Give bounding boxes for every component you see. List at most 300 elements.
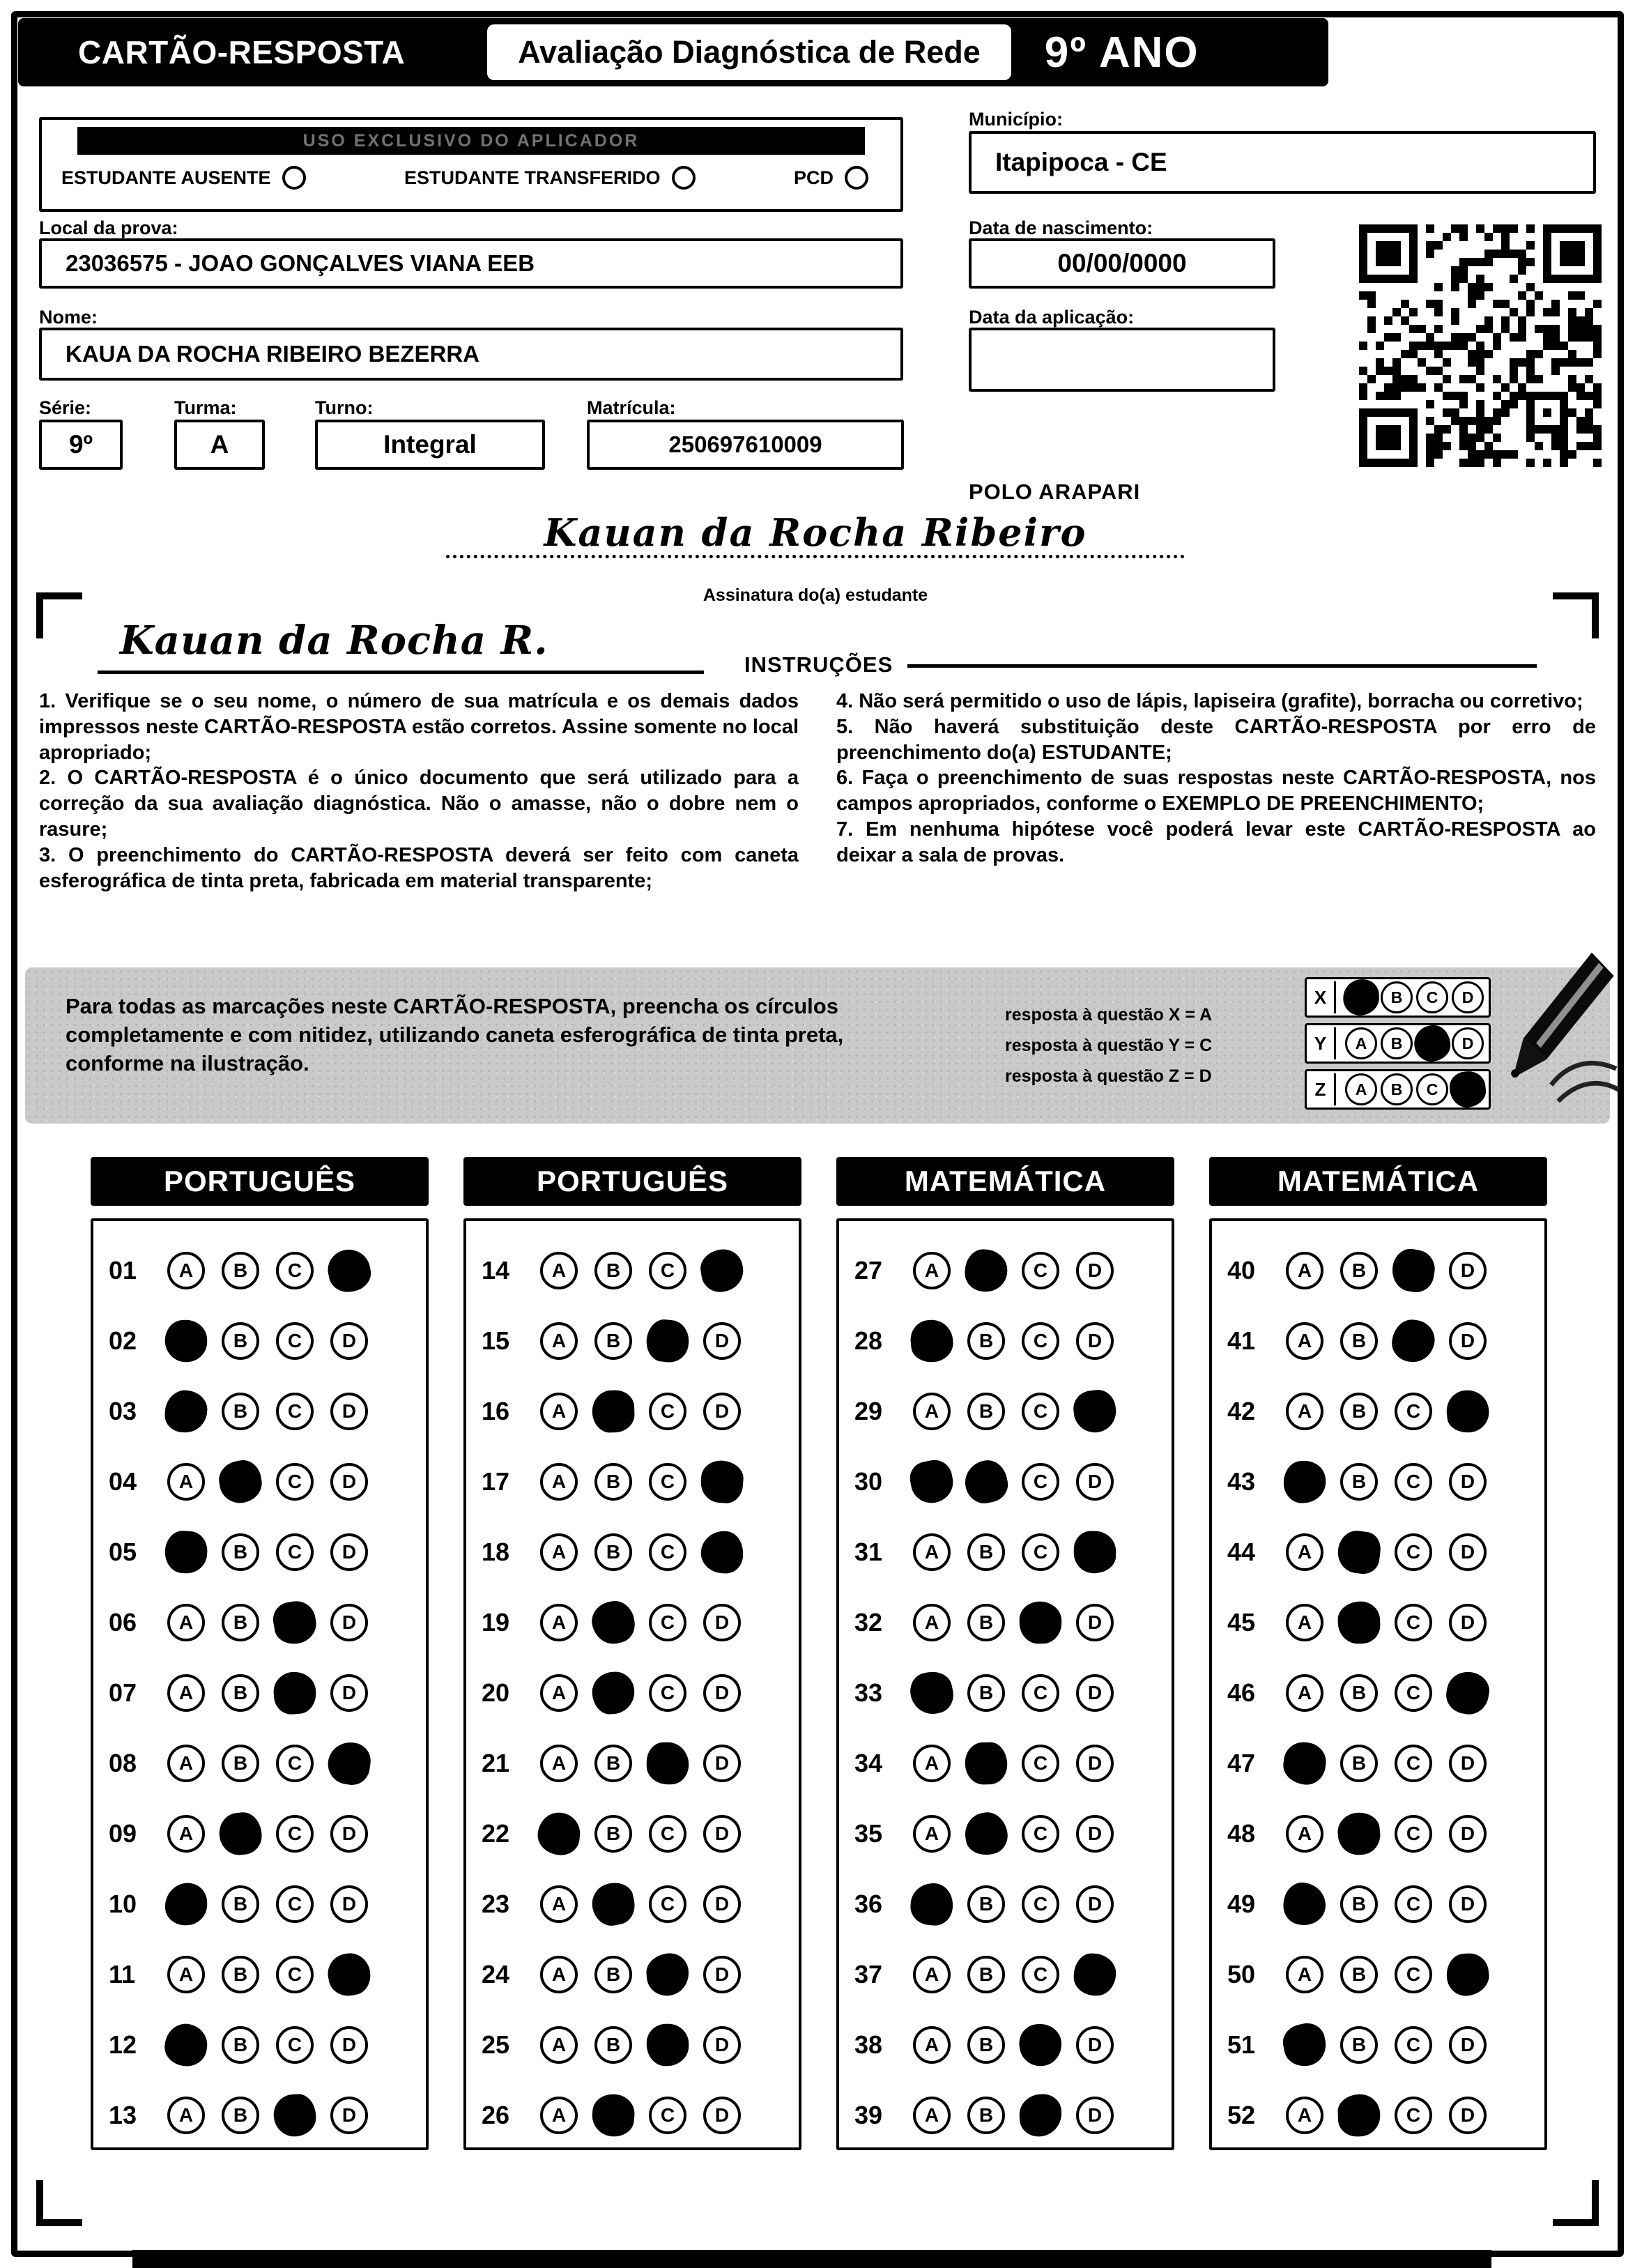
answer-bubble[interactable]: A (167, 1956, 205, 1993)
answer-bubble[interactable]: A (540, 1745, 578, 1782)
answer-bubble[interactable]: D (703, 1885, 741, 1923)
question-row (109, 1376, 426, 1446)
applicator-option-circle[interactable] (845, 166, 868, 190)
answer-bubble[interactable]: A (913, 1533, 951, 1571)
question-number: 21 (482, 1748, 510, 1777)
nascimento-field (969, 238, 1275, 289)
answer-bubble[interactable]: C (1395, 1463, 1432, 1501)
answer-bubble[interactable]: C (1022, 1885, 1059, 1923)
turno-value: Integral (383, 430, 477, 459)
question-row (854, 1235, 1172, 1305)
answer-bubble[interactable]: B (594, 1815, 632, 1853)
answer-bubble-filled[interactable] (164, 1319, 208, 1363)
answer-bubble[interactable]: C (1416, 1073, 1448, 1105)
answer-bubble[interactable]: B (1340, 1322, 1378, 1360)
matricula-field (587, 420, 904, 470)
answer-bubble[interactable]: D (330, 1463, 368, 1501)
answer-bubble[interactable]: A (913, 2097, 951, 2134)
answer-bubble[interactable]: C (276, 1533, 314, 1571)
question-number: 52 (1227, 2100, 1256, 2129)
answer-bubble[interactable]: B (967, 1533, 1005, 1571)
answer-bubble[interactable]: D (703, 1393, 741, 1430)
answer-bubble-filled[interactable] (164, 1389, 208, 1434)
answer-bubble[interactable]: D (1452, 981, 1484, 1013)
answer-bubble-filled[interactable] (1445, 1951, 1491, 1997)
question-number: 22 (482, 1818, 510, 1848)
applicator-option (794, 166, 868, 190)
answer-bubble[interactable]: C (649, 1815, 686, 1853)
answer-bubble-filled[interactable] (646, 1742, 689, 1785)
answer-bubble-filled[interactable] (1336, 1810, 1382, 1856)
answer-bubble[interactable]: B (594, 1533, 632, 1571)
answer-bubble[interactable]: D (703, 2097, 741, 2134)
answer-bubble[interactable]: B (967, 1604, 1005, 1641)
answer-bubble-filled[interactable] (700, 1459, 745, 1504)
answer-bubble[interactable]: B (222, 1393, 259, 1430)
question-number: 24 (482, 1959, 510, 1989)
question-row (109, 2009, 426, 2080)
answer-bubble-filled[interactable] (270, 1597, 319, 1646)
question-number: 05 (109, 1537, 137, 1566)
question-row (482, 1798, 799, 1869)
answer-bubble[interactable]: D (330, 1604, 368, 1641)
answer-bubble[interactable]: A (540, 2026, 578, 2064)
answer-bubble[interactable]: A (167, 2097, 205, 2134)
answer-bubble[interactable]: C (1022, 1956, 1059, 1993)
question-row (109, 1939, 426, 2009)
answer-bubble-filled[interactable] (1337, 1600, 1381, 1644)
answer-bubble-filled[interactable] (592, 1389, 636, 1433)
answer-bubble[interactable]: A (167, 1815, 205, 1853)
answer-bubble-filled[interactable] (273, 2093, 317, 2137)
answer-bubble[interactable]: A (913, 1393, 951, 1430)
applicator-section (39, 117, 903, 212)
answer-bubble[interactable]: D (703, 1956, 741, 1993)
answer-bubble[interactable]: C (1395, 1674, 1432, 1712)
answer-bubble[interactable]: D (1452, 1027, 1484, 1059)
question-row (482, 1376, 799, 1446)
answer-bubble[interactable]: C (1395, 1885, 1432, 1923)
answer-bubble-filled[interactable] (698, 1246, 746, 1294)
answer-bubble[interactable]: B (1340, 1956, 1378, 1993)
answer-bubble-filled[interactable] (217, 1810, 263, 1856)
question-row (1227, 1728, 1544, 1798)
answer-bubble[interactable]: C (1022, 1393, 1059, 1430)
serie-field (39, 420, 123, 470)
answer-bubble[interactable]: D (1076, 1252, 1114, 1289)
answer-bubble[interactable]: A (540, 1322, 578, 1360)
answer-bubble[interactable]: D (330, 1393, 368, 1430)
answer-bubble[interactable]: D (1449, 1533, 1487, 1571)
answer-bubble[interactable]: A (1286, 1604, 1323, 1641)
question-row (1227, 1939, 1544, 2009)
question-number: 36 (854, 1889, 883, 1918)
question-row (482, 2009, 799, 2080)
answer-bubble[interactable]: C (1022, 1674, 1059, 1712)
answer-bubble[interactable]: C (1022, 1815, 1059, 1853)
answer-bubble[interactable]: C (649, 1604, 686, 1641)
answer-bubble-filled[interactable] (962, 1457, 1011, 1506)
answer-bubble-filled[interactable] (535, 1810, 582, 1857)
answer-bubble[interactable]: C (276, 1463, 314, 1501)
answer-bubble[interactable]: D (703, 1322, 741, 1360)
serie-value: 9º (68, 430, 93, 459)
answer-bubble[interactable]: C (649, 1674, 686, 1712)
question-number: 03 (109, 1396, 137, 1425)
answer-bubble[interactable]: D (330, 1322, 368, 1360)
answer-bubble[interactable]: A (1286, 2097, 1323, 2134)
answer-bubble-filled[interactable] (588, 1879, 638, 1929)
answer-column-header: PORTUGUÊS (463, 1157, 801, 1206)
answer-bubble[interactable]: A (540, 1885, 578, 1923)
answer-bubble[interactable]: D (1449, 1463, 1487, 1501)
answer-bubble[interactable]: D (1449, 2026, 1487, 2064)
answer-bubble-filled[interactable] (909, 1317, 955, 1363)
answer-bubble[interactable]: A (1286, 1674, 1323, 1712)
question-row (1227, 1517, 1544, 1587)
answer-bubble[interactable]: C (649, 1393, 686, 1430)
question-number: 32 (854, 1607, 883, 1637)
answer-bubble-filled[interactable] (647, 2023, 689, 2065)
registration-mark-bottom-left (36, 2180, 82, 2226)
answer-bubble[interactable]: D (1076, 1815, 1114, 1853)
question-number: 50 (1227, 1959, 1256, 1989)
answer-bubble[interactable]: D (1449, 1322, 1487, 1360)
answer-bubble[interactable]: A (167, 1745, 205, 1782)
answer-bubble[interactable]: C (649, 1463, 686, 1501)
answer-bubble[interactable]: C (1022, 1252, 1059, 1289)
answer-bubble[interactable]: B (222, 1252, 259, 1289)
answer-bubble[interactable]: B (594, 1956, 632, 1993)
question-row (854, 1517, 1172, 1587)
answer-bubble[interactable]: C (276, 1745, 314, 1782)
answer-bubble[interactable]: A (913, 1745, 951, 1782)
answer-bubble[interactable]: D (330, 1815, 368, 1853)
answer-bubble-filled[interactable] (700, 1530, 744, 1574)
registration-mark-top-left (36, 592, 82, 638)
answer-bubble[interactable]: A (540, 2097, 578, 2134)
answer-bubble[interactable]: C (649, 1533, 686, 1571)
question-number: 42 (1227, 1396, 1256, 1425)
student-signature-handwriting-2: Kauan da Rocha R. (120, 618, 548, 664)
answer-bubble[interactable]: A (913, 1252, 951, 1289)
answer-bubble[interactable]: B (222, 1956, 259, 1993)
answer-bubble[interactable]: C (1395, 2026, 1432, 2064)
answer-bubble[interactable]: B (1340, 1393, 1378, 1430)
answer-bubble[interactable]: A (167, 1252, 205, 1289)
answer-bubble-filled[interactable] (965, 1742, 1008, 1785)
answer-bubble[interactable]: A (167, 1604, 205, 1641)
answer-bubble[interactable]: A (1345, 1073, 1377, 1105)
answer-bubble[interactable]: C (649, 2097, 686, 2134)
answer-bubble[interactable]: B (594, 1252, 632, 1289)
question-number: 12 (109, 2030, 137, 2059)
instruction-item: 6. Faça o preenchimento de suas respostas neste CARTÃO-RESPOSTA, nos campos apropriados, conforme o EXEMPLO DE PREENCHIMENTO; (836, 767, 1596, 815)
answer-bubble[interactable]: C (276, 2026, 314, 2064)
question-row (109, 1446, 426, 1517)
answer-bubble[interactable]: B (1340, 1745, 1378, 1782)
answer-column-box (1209, 1218, 1547, 2150)
answer-bubble-filled[interactable] (325, 1949, 374, 1999)
answer-bubble[interactable]: D (330, 1885, 368, 1923)
answer-bubble[interactable]: B (594, 1745, 632, 1782)
example-legend-line: resposta à questão Z = D (1005, 1066, 1212, 1086)
question-number: 19 (482, 1607, 510, 1637)
answer-bubble[interactable]: D (1076, 1745, 1114, 1782)
answer-bubble[interactable]: B (1381, 1073, 1413, 1105)
question-number: 15 (482, 1326, 510, 1355)
question-number: 34 (854, 1748, 883, 1777)
answer-bubble[interactable]: C (276, 1322, 314, 1360)
applicator-bar-label: USO EXCLUSIVO DO APLICADOR (302, 130, 640, 151)
aplicacao-field[interactable] (969, 328, 1275, 392)
bottom-registration-bar (132, 2250, 1491, 2268)
answer-bubble[interactable]: B (967, 1674, 1005, 1712)
answer-bubble[interactable]: D (1449, 1745, 1487, 1782)
question-row (109, 1305, 426, 1376)
answer-bubble[interactable]: C (1395, 2097, 1432, 2134)
question-number: 51 (1227, 2030, 1256, 2059)
answer-bubble-filled[interactable] (645, 1317, 691, 1363)
question-number: 01 (109, 1255, 137, 1285)
answer-bubble[interactable]: A (913, 1604, 951, 1641)
question-number: 40 (1227, 1255, 1256, 1285)
answer-bubble[interactable]: A (540, 1956, 578, 1993)
answer-bubble[interactable]: D (1076, 1322, 1114, 1360)
answer-bubble[interactable]: C (1395, 1393, 1432, 1430)
answer-bubble[interactable]: A (540, 1393, 578, 1430)
question-row (854, 2009, 1172, 2080)
answer-bubble[interactable]: B (967, 1393, 1005, 1430)
answer-bubble[interactable]: B (967, 2097, 1005, 2134)
answer-bubble[interactable]: A (1345, 1027, 1377, 1059)
answer-bubble-filled[interactable] (1073, 1531, 1116, 1574)
answer-bubble[interactable]: B (1340, 1674, 1378, 1712)
answer-bubble-filled[interactable] (1071, 1388, 1118, 1434)
registration-mark-bottom-right (1553, 2180, 1599, 2226)
answer-bubble[interactable]: B (222, 2097, 259, 2134)
answer-bubble-filled[interactable] (325, 1739, 373, 1786)
answer-bubble-filled[interactable] (1017, 2021, 1064, 2068)
answer-bubble[interactable]: A (540, 1533, 578, 1571)
answer-bubble[interactable]: A (1286, 1956, 1323, 1993)
answer-bubble[interactable]: D (1076, 1885, 1114, 1923)
answer-bubble[interactable]: D (1076, 1463, 1114, 1501)
answer-bubble[interactable]: A (1286, 1322, 1323, 1360)
answer-bubble-filled[interactable] (1342, 979, 1379, 1016)
applicator-option-label: ESTUDANTE TRANSFERIDO (404, 167, 661, 188)
answer-bubble[interactable]: A (1286, 1252, 1323, 1289)
answer-bubble[interactable]: B (594, 1463, 632, 1501)
local-label: Local da prova: (39, 217, 178, 238)
answer-bubble[interactable]: C (1395, 1956, 1432, 1993)
signature-line[interactable] (446, 510, 1185, 558)
answer-bubble[interactable]: B (222, 1745, 259, 1782)
answer-bubble[interactable]: B (1381, 1027, 1413, 1059)
answer-bubble[interactable]: A (913, 2026, 951, 2064)
answer-bubble[interactable]: D (1449, 1604, 1487, 1641)
matricula-label: Matrícula: (587, 397, 676, 418)
question-number: 10 (109, 1889, 137, 1918)
answer-bubble[interactable]: C (1395, 1604, 1432, 1641)
answer-bubble-filled[interactable] (1280, 2020, 1330, 2069)
answer-bubble[interactable]: C (276, 1956, 314, 1993)
answer-bubble[interactable]: C (1395, 1533, 1432, 1571)
answer-bubble-filled[interactable] (963, 1248, 1009, 1294)
question-number: 13 (109, 2100, 137, 2129)
answer-bubble-filled[interactable] (1389, 1246, 1438, 1294)
answer-bubble[interactable]: D (330, 1674, 368, 1712)
answer-bubble[interactable]: C (649, 1252, 686, 1289)
student-signature-handwriting: Kauan da Rocha Ribeiro (544, 510, 1087, 555)
answer-bubble[interactable]: D (330, 2097, 368, 2134)
answer-bubble[interactable]: D (1449, 1885, 1487, 1923)
answer-bubble-filled[interactable] (1412, 1023, 1452, 1064)
answer-bubble[interactable]: B (222, 1885, 259, 1923)
answer-bubble[interactable]: D (703, 2026, 741, 2064)
answer-bubble-filled[interactable] (1018, 2093, 1063, 2138)
answer-bubble-filled[interactable] (162, 2021, 210, 2069)
question-row (109, 1587, 426, 1657)
answer-bubble[interactable]: C (1022, 1745, 1059, 1782)
answer-bubble-filled[interactable] (164, 1882, 208, 1926)
answer-bubble[interactable]: B (222, 1604, 259, 1641)
question-number: 08 (109, 1748, 137, 1777)
answer-bubble-filled[interactable] (1443, 1668, 1492, 1717)
question-row (1227, 1376, 1544, 1446)
answer-bubble[interactable]: C (276, 1885, 314, 1923)
question-number: 29 (854, 1396, 883, 1425)
answer-bubble[interactable]: B (967, 1322, 1005, 1360)
answer-bubble[interactable]: D (1449, 1815, 1487, 1853)
answer-bubble-filled[interactable] (588, 1597, 638, 1648)
answer-bubble-filled[interactable] (962, 1809, 1011, 1858)
answer-bubble[interactable]: B (967, 1956, 1005, 1993)
answer-column-header: MATEMÁTICA (836, 1157, 1174, 1206)
turma-value: A (210, 430, 229, 459)
answer-bubble[interactable]: D (703, 1815, 741, 1853)
answer-bubble-filled[interactable] (1073, 1953, 1116, 1996)
answer-bubble[interactable]: A (167, 1463, 205, 1501)
answer-bubble[interactable]: A (1286, 1393, 1323, 1430)
answer-bubble[interactable]: D (330, 2026, 368, 2064)
answer-bubble-filled[interactable] (1445, 1388, 1491, 1434)
answer-bubble[interactable]: A (1286, 1533, 1323, 1571)
answer-bubble[interactable]: B (222, 1322, 259, 1360)
answer-bubble[interactable]: C (1022, 1533, 1059, 1571)
answer-bubble[interactable]: D (1076, 2097, 1114, 2134)
qr-code (1359, 224, 1602, 467)
question-number: 43 (1227, 1466, 1256, 1496)
answer-bubble[interactable]: C (1022, 1322, 1059, 1360)
answer-bubble[interactable]: B (594, 1322, 632, 1360)
answer-bubble[interactable]: D (1076, 1604, 1114, 1641)
answer-bubble-filled[interactable] (1389, 1317, 1437, 1365)
answer-bubble[interactable]: B (594, 2026, 632, 2064)
answer-bubble[interactable]: B (967, 1885, 1005, 1923)
answer-bubble-filled[interactable] (1282, 1459, 1328, 1505)
answer-bubble[interactable]: A (1286, 1815, 1323, 1853)
example-row-label: Y (1307, 1027, 1336, 1059)
question-number: 28 (854, 1326, 883, 1355)
question-row (109, 1728, 426, 1798)
answer-bubble-filled[interactable] (590, 2092, 636, 2138)
answer-bubble-filled[interactable] (907, 1457, 957, 1506)
question-row (482, 1305, 799, 1376)
answer-bubble[interactable]: A (540, 1604, 578, 1641)
answer-column (836, 1157, 1174, 2150)
answer-bubble-filled[interactable] (164, 1529, 209, 1574)
answer-bubble[interactable]: B (967, 2026, 1005, 2064)
answer-bubble[interactable]: D (703, 1745, 741, 1782)
answer-bubble[interactable]: C (1395, 1815, 1432, 1853)
answer-bubble[interactable]: A (540, 1674, 578, 1712)
answer-bubble[interactable]: C (1395, 1745, 1432, 1782)
answer-bubble[interactable]: B (1340, 2026, 1378, 2064)
answer-bubble[interactable]: B (1340, 1463, 1378, 1501)
answer-bubble[interactable]: D (703, 1604, 741, 1641)
answer-bubble[interactable]: A (913, 1815, 951, 1853)
answer-bubble-filled[interactable] (324, 1246, 374, 1296)
signature-underline (98, 671, 704, 674)
example-grid (1305, 977, 1491, 1110)
answer-bubble[interactable]: C (1416, 981, 1448, 1013)
answer-bubble[interactable]: A (540, 1252, 578, 1289)
answer-bubble-filled[interactable] (216, 1457, 264, 1505)
matricula-value: 250697610009 (668, 431, 822, 457)
answer-column-box (91, 1218, 429, 2150)
instruction-item: 4. Não será permitido o uso de lápis, lapiseira (grafite), borracha ou corretivo; (836, 690, 1583, 712)
answer-bubble[interactable]: C (1022, 1463, 1059, 1501)
answer-bubble[interactable]: B (222, 2026, 259, 2064)
answer-bubble[interactable]: C (276, 1252, 314, 1289)
answer-bubble[interactable]: C (276, 1393, 314, 1430)
polo-label: POLO ARAPARI (969, 480, 1141, 504)
answer-bubble[interactable]: A (540, 1463, 578, 1501)
question-number: 17 (482, 1466, 510, 1496)
answer-bubble[interactable]: D (1449, 1252, 1487, 1289)
answer-bubble-filled[interactable] (592, 1671, 636, 1715)
answer-bubble[interactable]: B (222, 1533, 259, 1571)
answer-bubble[interactable]: A (167, 1674, 205, 1712)
answer-bubble[interactable]: D (330, 1533, 368, 1571)
answer-bubble[interactable]: B (1340, 1252, 1378, 1289)
answer-bubble-filled[interactable] (1335, 1528, 1382, 1575)
answer-bubble[interactable]: D (1076, 1674, 1114, 1712)
answer-bubble[interactable]: B (222, 1674, 259, 1712)
answer-bubble[interactable]: D (1449, 2097, 1487, 2134)
answer-bubble-filled[interactable] (272, 1670, 318, 1715)
answer-bubble[interactable]: B (1381, 981, 1413, 1013)
answer-bubble-filled[interactable] (907, 1668, 957, 1718)
question-row (482, 1657, 799, 1728)
answer-bubble[interactable]: D (703, 1674, 741, 1712)
answer-bubble-filled[interactable] (1020, 1601, 1061, 1643)
answer-bubble[interactable]: C (649, 1885, 686, 1923)
answer-bubble-filled[interactable] (1280, 1879, 1330, 1929)
applicator-option-circle[interactable] (282, 166, 306, 190)
answer-bubble[interactable]: C (276, 1815, 314, 1853)
question-row (482, 1517, 799, 1587)
answer-bubble-filled[interactable] (909, 1881, 955, 1927)
applicator-option-circle[interactable] (672, 166, 696, 190)
answer-bubble-filled[interactable] (645, 1952, 691, 1998)
answer-bubble-filled[interactable] (1281, 1740, 1328, 1786)
answer-bubble[interactable]: A (913, 1956, 951, 1993)
answer-bubble[interactable]: B (1340, 1885, 1378, 1923)
answer-bubble[interactable]: D (1076, 2026, 1114, 2064)
answer-bubble-filled[interactable] (1337, 2093, 1381, 2137)
